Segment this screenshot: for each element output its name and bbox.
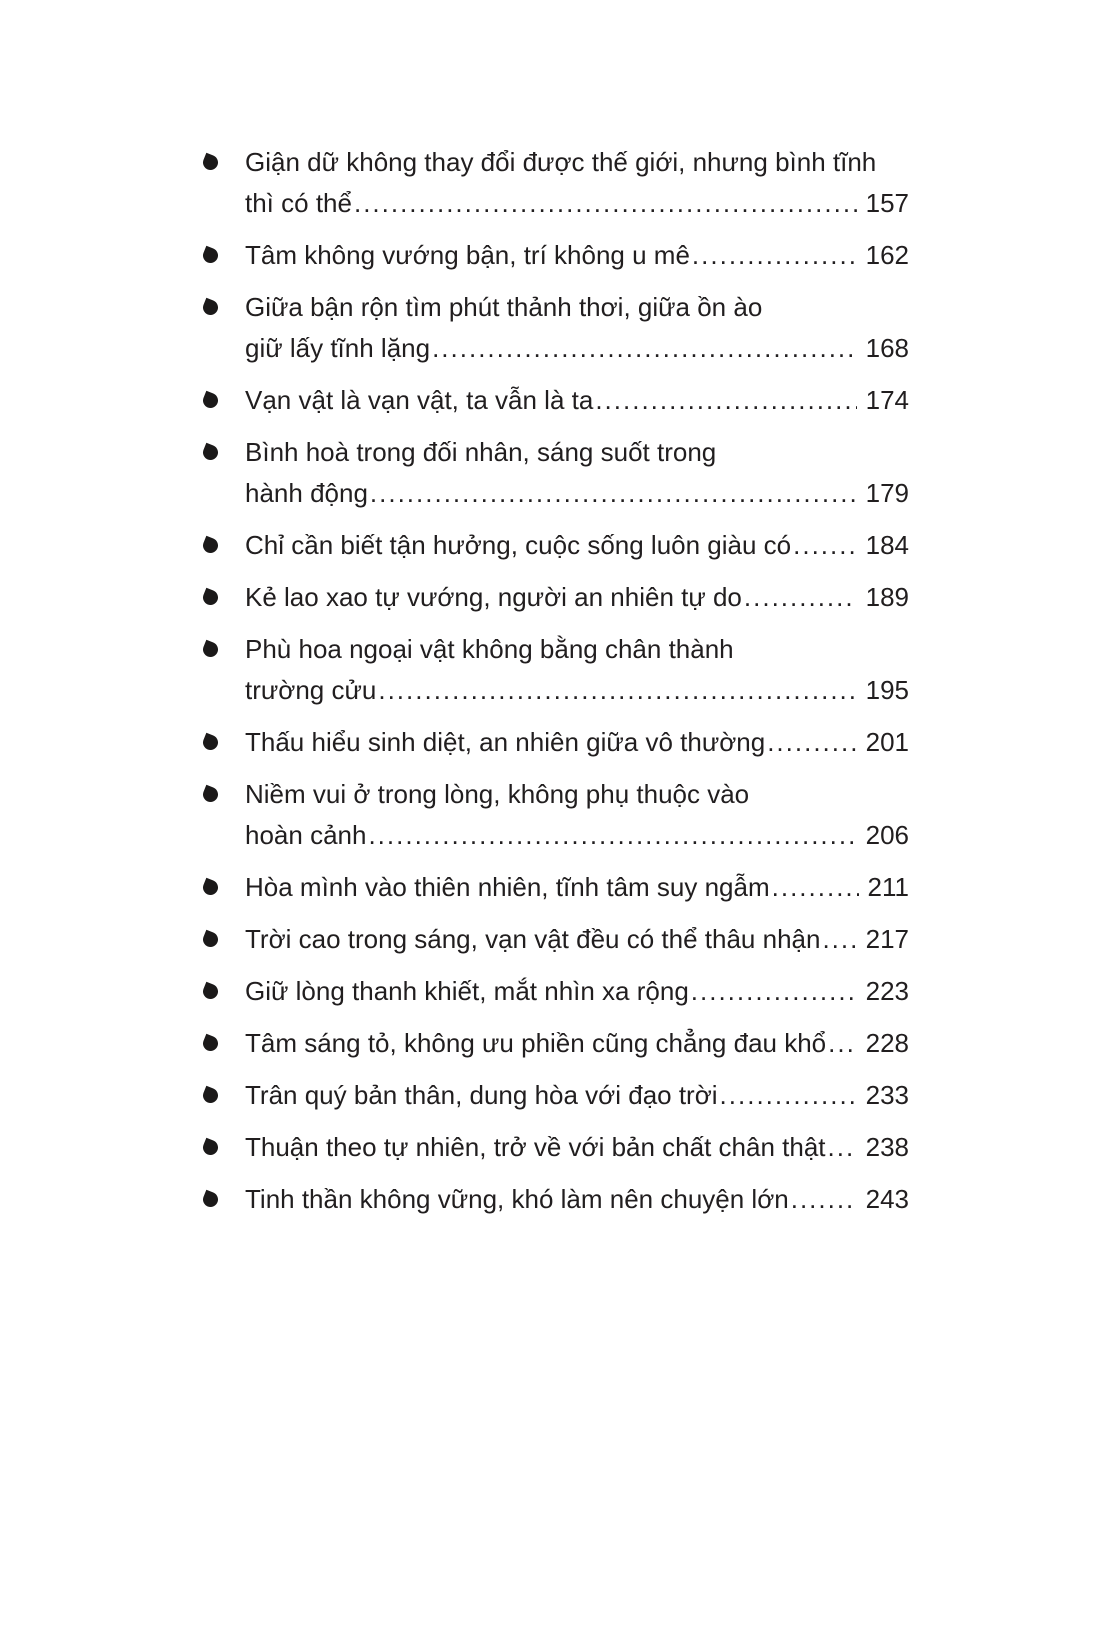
dot-leader (691, 971, 857, 1012)
entry-body (245, 971, 909, 1012)
droplet-bullet-icon (201, 930, 221, 950)
entry-title-line2: Tinh thần không vững, khó làm nên chuyện lớn (245, 1184, 789, 1214)
page-number: 211 (867, 872, 909, 902)
dot-leader (692, 235, 857, 276)
entry-title-line2: Chỉ cần biết tận hưởng, cuộc sống luôn giàu có (245, 530, 792, 560)
dot-leader (595, 380, 856, 421)
entry-title-line2: Tâm sáng tỏ, không ưu phiền cũng chẳng đau khổ (245, 1028, 827, 1058)
dot-leader (368, 815, 856, 856)
toc-entry (203, 1179, 909, 1220)
dot-leader (378, 670, 856, 711)
entry-title-line2: Trân quý bản thân, dung hòa với đạo trời (245, 1080, 718, 1110)
dot-leader (822, 919, 856, 960)
entry-row (245, 577, 909, 618)
entry-row (245, 1023, 909, 1064)
droplet-bullet-icon (201, 443, 221, 463)
entry-body (245, 919, 909, 960)
toc-entry (203, 867, 909, 908)
entry-body (245, 774, 909, 856)
entry-body (245, 142, 909, 224)
page-number: 238 (865, 1132, 909, 1162)
entry-title-line2: Thuận theo tự nhiên, trở về với bản chất chân thật (245, 1132, 826, 1162)
entry-row (245, 670, 909, 711)
toc-entry (203, 1127, 909, 1168)
droplet-bullet-icon (201, 246, 221, 266)
entry-title-line1: Bình hoà trong đối nhân, sáng suốt trong (245, 437, 717, 467)
entry-row (245, 473, 909, 514)
page-number: 189 (865, 582, 909, 612)
dot-leader (354, 183, 857, 224)
entry-row (245, 235, 909, 276)
entry-body (245, 1075, 909, 1116)
entry-body (245, 1023, 909, 1064)
entry-title-line2: Thấu hiểu sinh diệt, an nhiên giữa vô thường (245, 727, 766, 757)
entry-row (245, 525, 909, 566)
entry-title-line2: Tâm không vướng bận, trí không u mê (245, 240, 690, 270)
entry-title-line1: Phù hoa ngoại vật không bằng chân thành (245, 634, 734, 664)
page-number: 228 (865, 1028, 909, 1058)
page-number: 233 (865, 1080, 909, 1110)
toc-entry (203, 722, 909, 763)
bullet-column (203, 971, 245, 999)
entry-row (245, 722, 909, 763)
entry-body (245, 722, 909, 763)
dot-leader (720, 1075, 857, 1116)
toc-entry (203, 629, 909, 711)
toc-entry (203, 577, 909, 618)
entry-body (245, 235, 909, 276)
dot-leader (793, 525, 856, 566)
toc-entry (203, 142, 909, 224)
droplet-bullet-icon (201, 733, 221, 753)
droplet-bullet-icon (201, 391, 221, 411)
bullet-column (203, 919, 245, 947)
entry-title-line2: Hòa mình vào thiên nhiên, tĩnh tâm suy ngẫm (245, 872, 770, 902)
page-number: 157 (865, 188, 909, 218)
entry-body (245, 1127, 909, 1168)
entry-title-line2: Kẻ lao xao tự vướng, người an nhiên tự do (245, 582, 742, 612)
bullet-column (203, 577, 245, 605)
bullet-column (203, 1179, 245, 1207)
entry-row (245, 1179, 909, 1220)
entry-title-line2: Vạn vật là vạn vật, ta vẫn là ta (245, 385, 594, 415)
toc-entry (203, 432, 909, 514)
entry-row (245, 919, 909, 960)
page-number: 217 (865, 924, 909, 954)
entry-title-line2: hoàn cảnh (245, 820, 367, 850)
entry-body (245, 1179, 909, 1220)
toc-entry (203, 1075, 909, 1116)
droplet-bullet-icon (201, 153, 221, 173)
toc-list (203, 142, 909, 1220)
page-number: 168 (865, 333, 909, 363)
entry-body (245, 577, 909, 618)
entry-body (245, 287, 909, 369)
droplet-bullet-icon (201, 982, 221, 1002)
bullet-column (203, 867, 245, 895)
bullet-column (203, 1127, 245, 1155)
page-number: 184 (865, 530, 909, 560)
entry-title-line2: Giữ lòng thanh khiết, mắt nhìn xa rộng (245, 976, 689, 1006)
entry-title-line2: Trời cao trong sáng, vạn vật đều có thể thâu nhận (245, 924, 821, 954)
droplet-bullet-icon (201, 785, 221, 805)
dot-leader (828, 1023, 856, 1064)
toc-entry (203, 971, 909, 1012)
droplet-bullet-icon (201, 1138, 221, 1158)
droplet-bullet-icon (201, 1086, 221, 1106)
toc-entry (203, 1023, 909, 1064)
droplet-bullet-icon (201, 298, 221, 318)
bullet-column (203, 142, 245, 170)
dot-leader (432, 328, 857, 369)
dot-leader (744, 577, 857, 618)
page-number: 243 (865, 1184, 909, 1214)
bullet-column (203, 774, 245, 802)
droplet-bullet-icon (201, 640, 221, 660)
entry-title-line2: trường cửu (245, 675, 377, 705)
page-number: 223 (865, 976, 909, 1006)
toc-entry (203, 287, 909, 369)
droplet-bullet-icon (201, 536, 221, 556)
page-number: 162 (865, 240, 909, 270)
dot-leader (828, 1127, 857, 1168)
toc-entry (203, 235, 909, 276)
page-number: 195 (865, 675, 909, 705)
droplet-bullet-icon (201, 1190, 221, 1210)
entry-title-line1: Giữa bận rộn tìm phút thảnh thơi, giữa ồn ào (245, 292, 763, 322)
page-number: 201 (865, 727, 909, 757)
dot-leader (772, 867, 859, 908)
entry-title-line1: Niềm vui ở trong lòng, không phụ thuộc vào (245, 779, 750, 809)
dot-leader (370, 473, 857, 514)
entry-row (245, 815, 909, 856)
entry-body (245, 629, 909, 711)
bullet-column (203, 1075, 245, 1103)
page-number: 174 (865, 385, 909, 415)
bullet-column (203, 380, 245, 408)
dot-leader (791, 1179, 857, 1220)
entry-body (245, 867, 909, 908)
droplet-bullet-icon (201, 1034, 221, 1054)
entry-row (245, 1075, 909, 1116)
entry-row (245, 971, 909, 1012)
entry-title-line2: giữ lấy tĩnh lặng (245, 333, 431, 363)
entry-row (245, 867, 909, 908)
dot-leader (767, 722, 856, 763)
toc-entry (203, 380, 909, 421)
entry-body (245, 432, 909, 514)
bullet-column (203, 432, 245, 460)
bullet-column (203, 629, 245, 657)
toc-entry (203, 525, 909, 566)
bullet-column (203, 722, 245, 750)
droplet-bullet-icon (201, 878, 221, 898)
bullet-column (203, 525, 245, 553)
entry-title-line2: thì có thể (245, 188, 352, 218)
entry-row (245, 1127, 909, 1168)
entry-row (245, 328, 909, 369)
entry-body (245, 380, 909, 421)
bullet-column (203, 235, 245, 263)
bullet-column (203, 287, 245, 315)
entry-row (245, 380, 909, 421)
entry-title-line1: Giận dữ không thay đổi được thế giới, nhưng bình tĩnh (245, 147, 877, 177)
toc-entry (203, 919, 909, 960)
toc-entry (203, 774, 909, 856)
entry-title-line2: hành động (245, 478, 368, 508)
droplet-bullet-icon (201, 588, 221, 608)
page-number: 206 (865, 820, 909, 850)
entry-body (245, 525, 909, 566)
entry-row (245, 183, 909, 224)
bullet-column (203, 1023, 245, 1051)
page-number: 179 (865, 478, 909, 508)
